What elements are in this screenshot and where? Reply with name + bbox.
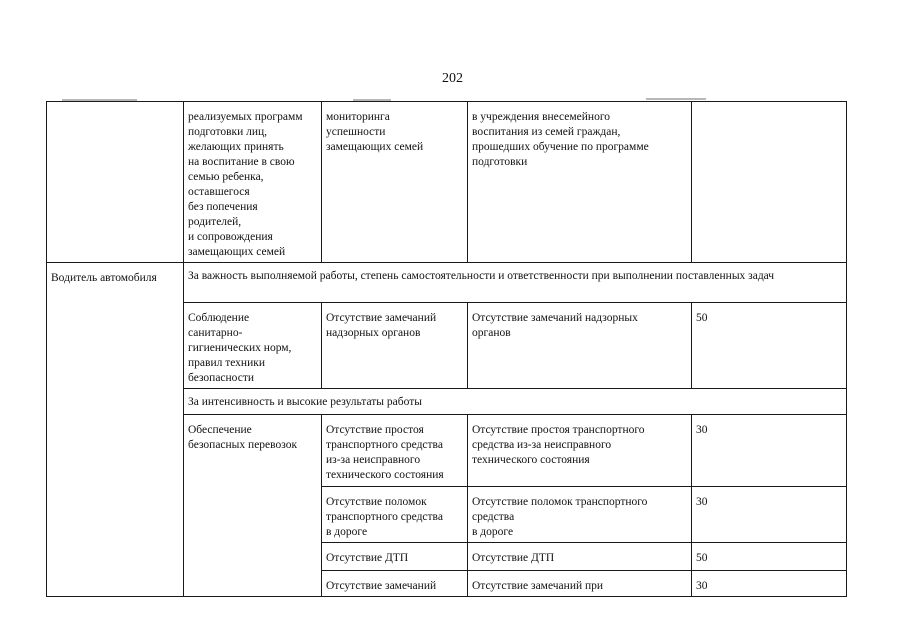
table-row xyxy=(47,263,847,303)
criterion-cell: Обеспечение безопасных перевозок xyxy=(184,415,322,597)
indicator-cell: Отсутствие поломок транспортного средства в дороге xyxy=(322,487,468,543)
indicator-cell: Отсутствие ДТП xyxy=(322,543,468,571)
evaluation-cell: Отсутствие поломок транспортного средства в дороге xyxy=(468,487,692,543)
page-number: 202 xyxy=(442,71,463,86)
indicator-cell: Отсутствие простоя транспортного средства из-за неисправного технического состояния xyxy=(322,415,468,487)
criterion-cell: Соблюдение санитарно- гигиенических норм, правил техники безопасности xyxy=(184,303,322,389)
table-row xyxy=(47,102,847,263)
points-cell: 50 xyxy=(692,543,847,571)
indicator-cell: Отсутствие замечаний xyxy=(322,571,468,597)
position-cell xyxy=(47,102,184,263)
section-heading: За важность выполняемой работы, степень самостоятельности и ответственности при выполнении поставленных задач xyxy=(184,263,847,303)
points-cell: 30 xyxy=(692,415,847,487)
section-heading: За интенсивность и высокие результаты работы xyxy=(184,389,847,415)
points-cell xyxy=(692,102,847,263)
points-cell: 30 xyxy=(692,571,847,597)
evaluation-cell: в учреждения внесемейного воспитания из семей граждан, прошедших обучение по программе подготовки xyxy=(468,102,692,263)
evaluation-cell: Отсутствие простоя транспортного средства из-за неисправного технического состояния xyxy=(468,415,692,487)
points-cell: 50 xyxy=(692,303,847,389)
bonus-criteria-table xyxy=(46,101,847,597)
points-cell: 30 xyxy=(692,487,847,543)
position-cell: Водитель автомобиля xyxy=(47,263,184,597)
evaluation-cell: Отсутствие замечаний при xyxy=(468,571,692,597)
scan-artifact-right xyxy=(646,98,706,100)
criterion-cell: реализуемых программ подготовки лиц, желающих принять на воспитание в свою семью ребенка, оставшегося без попечения родителей, и сопровождения замещающих семей xyxy=(184,102,322,263)
evaluation-cell: Отсутствие замечаний надзорных органов xyxy=(468,303,692,389)
indicator-cell: мониторинга успешности замещающих семей xyxy=(322,102,468,263)
evaluation-cell: Отсутствие ДТП xyxy=(468,543,692,571)
indicator-cell: Отсутствие замечаний надзорных органов xyxy=(322,303,468,389)
